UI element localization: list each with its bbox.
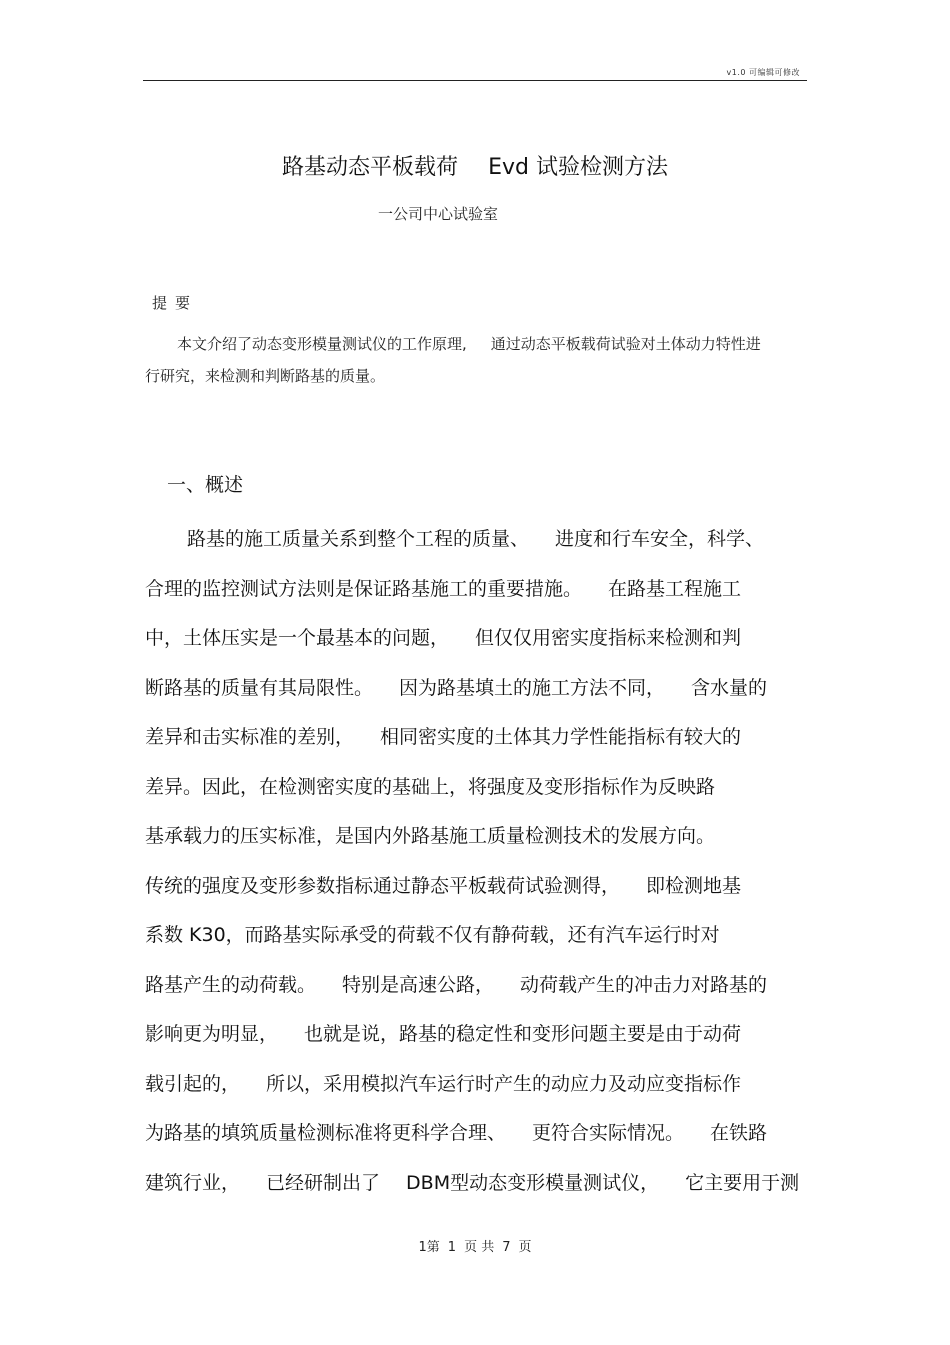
text-line <box>145 565 825 615</box>
text-line <box>145 360 815 392</box>
text-segment: 它主要用于测 <box>685 1171 800 1194</box>
text-segment: 所以，采用模拟汽车运行时产生的动应力及动应变指标作 <box>266 1072 742 1095</box>
version-label: v1.0 可编辑可修改 <box>726 68 800 77</box>
section-heading: 一、概述 <box>167 474 244 496</box>
abstract-text <box>145 328 815 392</box>
text-line <box>145 1060 825 1110</box>
text-line <box>145 713 825 763</box>
text-line <box>145 614 825 664</box>
text-segment: 通过动态平板载荷试验对土体动力特性进 <box>490 335 761 353</box>
text-segment: 在路基工程施工 <box>608 577 742 600</box>
document-subtitle: 一公司中心试验室 <box>378 205 499 223</box>
header-rule <box>143 80 807 81</box>
text-segment: 但仅仅用密实度指标来检测和判 <box>475 627 742 649</box>
document-title <box>0 150 950 181</box>
text-segment: 基承载力的压实标准，是国内外路基施工质量检测技术的发展方向。 <box>145 825 716 847</box>
text-segment: 含水量的 <box>691 676 768 699</box>
text-segment: 差异。因此，在检测密实度的基础上，将强度及变形指标作为反映路 <box>145 775 716 798</box>
page-mid: 页 共 <box>464 1240 495 1255</box>
text-segment: 相同密实度的土体其力学性能指标有较大的 <box>380 726 742 748</box>
text-segment: 为路基的填筑质量检测标准将更科学合理、 <box>145 1122 507 1144</box>
text-line <box>145 664 825 714</box>
text-segment: 建筑行业， <box>145 1171 241 1194</box>
text-segment: 系数 K30，而路基实际承受的荷载不仅有静荷载，还有汽车运行时对 <box>145 924 720 946</box>
text-segment: 已经研制出了 <box>266 1171 381 1194</box>
page-suffix: 页 <box>518 1240 532 1255</box>
text-segment: 传统的强度及变形参数指标通过静态平板载荷试验测得， <box>145 874 621 897</box>
text-segment: 动荷载产生的冲击力对路基的 <box>520 973 768 996</box>
text-segment: 进度和行车安全，科学、 <box>555 528 765 550</box>
text-segment: DBM型动态变形模量测试仪， <box>406 1171 660 1194</box>
text-segment: 影响更为明显， <box>145 1023 279 1045</box>
body-text <box>145 515 825 1208</box>
text-segment: 中，土体压实是一个最基本的问题， <box>145 627 450 649</box>
text-line <box>145 328 815 360</box>
text-segment: 载引起的， <box>145 1072 241 1095</box>
text-segment: 在铁路 <box>710 1122 768 1144</box>
page-current-repeat: 1 <box>447 1240 457 1255</box>
text-line <box>145 1109 825 1159</box>
text-segment: 断路基的质量有其局限性。 <box>145 676 374 699</box>
text-line <box>145 1010 825 1060</box>
text-segment: 路基产生的动荷载。 <box>145 973 317 996</box>
text-segment: 即检测地基 <box>646 874 742 897</box>
text-segment: 路基的施工质量关系到整个工程的质量、 <box>187 528 530 550</box>
text-line <box>145 911 825 961</box>
text-line <box>145 812 825 862</box>
title-method: Evd 试验检测方法 <box>488 155 668 180</box>
text-segment: 本文介绍了动态变形模量测试仪的工作原理, <box>177 335 467 353</box>
text-segment: 差异和击实标准的差别， <box>145 726 355 748</box>
text-line <box>145 515 825 565</box>
page-total: 7 <box>502 1240 511 1255</box>
text-line <box>145 1159 825 1209</box>
page-footer <box>0 1236 950 1255</box>
text-segment: 也就是说，路基的稳定性和变形问题主要是由于动荷 <box>304 1023 742 1045</box>
text-segment: 更符合实际情况。 <box>532 1122 685 1144</box>
text-line <box>145 862 825 912</box>
text-segment: 行研究，来检测和判断路基的质量。 <box>145 367 386 385</box>
text-line <box>145 961 825 1011</box>
text-segment: 合理的监控测试方法则是保证路基施工的重要措施。 <box>145 577 583 600</box>
text-segment: 特别是高速公路， <box>342 973 495 996</box>
text-line <box>145 763 825 813</box>
page-prefix: 第 <box>426 1240 440 1255</box>
page-current-number: 1 <box>418 1240 427 1255</box>
abstract-label: 提要 <box>152 294 199 312</box>
title-main: 路基动态平板载荷 <box>282 155 459 180</box>
text-segment: 因为路基填土的施工方法不同， <box>399 676 666 699</box>
